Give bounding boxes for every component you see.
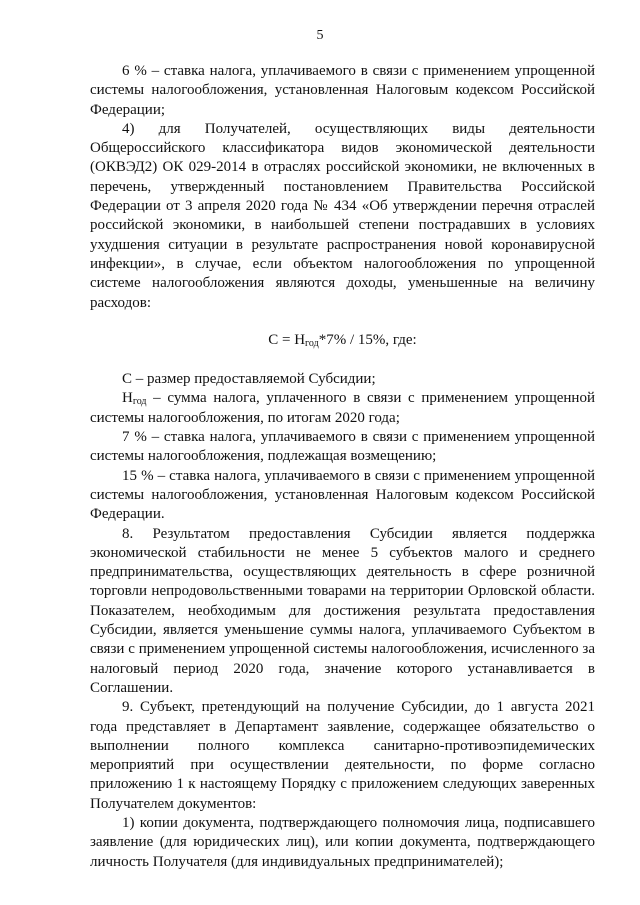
formula-subscript: год [305,337,319,349]
paragraph-item-4: 4) для Получателей, осуществляющих виды деятельности Общероссийского классификатора видов экономической деятельности (ОКВЭД2) ОК 029-2014 в отраслях российской экономики, не включенных в перечень, утвержденный постановлением Правительства Российской Федерации от 3 апреля 2020 года № 434 «Об утверждении перечня отраслей российской экономики, в наибольшей степени пострадавших в условиях ухудшения ситуации в результате распространения новой коронавирусной инфекции», в случае, если объектом налогообложения по упрощенной системе налогообложения являются доходы, уменьшенные на величину расходов: [90,120,595,311]
paragraph-tax-rate-7: 7 % – ставка налога, уплачиваемого в связи с применением упрощенной системы налогообложения, подлежащая возмещению; [90,429,595,465]
paragraph-subsidy-size: С – размер предоставляемой Субсидии; [122,371,376,388]
paragraph-item-9: 9. Субъект, претендующий на получение Субсидии, до 1 августа 2021 года представляет в Департамент заявление, содержащее обязательство о выполнении полного комплекса санитарно-противоэпидемических мероприятий при осуществлении деятельности, по форме согласно приложению 1 к настоящему Порядку с приложением следующих заверенных Получателем документов: [90,699,595,812]
tax-amount-text: – сумма налога, уплаченного в связи с применением упрощенной системы налогообложения, по итогам 2020 года; [90,390,595,426]
formula-left: С = Н [268,331,306,348]
paragraph-item-8: 8. Результатом предоставления Субсидии является поддержка экономической стабильности не менее 5 субъектов малого и среднего предпринимательства, осуществляющих деятельность в сфере розничной торговли непродовольственными товарами на территории Орловской области. Показателем, необходимым для достижения результата предоставления Субсидии, является уменьшение суммы налога, уплачиваемого Субъектом в связи с применением упрощенной системы налогообложения, исчисленного за налоговый период 2020 года, значение которого устанавливается в Соглашении. [90,525,595,696]
paragraph-tax-amount [90,389,595,428]
paragraph-tax-rate-15: 15 % – ставка налога, уплачиваемого в связи с применением упрощенной системы налогообложения, установленная Налоговым кодексом Российской Федерации. [90,467,595,523]
tax-symbol-subscript: год [132,396,147,408]
tax-symbol: Н [122,390,133,407]
paragraph-tax-rate-6: 6 % – ставка налога, уплачиваемого в связи с применением упрощенной системы налогообложения, установленная Налоговым кодексом Российской Федерации; [90,63,595,118]
formula-right: *7% / 15%, где: [318,331,417,348]
document-body [90,62,595,872]
page-number: 5 [316,28,324,43]
paragraph-subitem-1: 1) копии документа, подтверждающего полномочия лица, подписавшего заявление (для юридических лиц), или копии документа, подтверждающего личность Получателя (для индивидуальных предпринимателей); [90,814,595,870]
formula [90,331,595,350]
